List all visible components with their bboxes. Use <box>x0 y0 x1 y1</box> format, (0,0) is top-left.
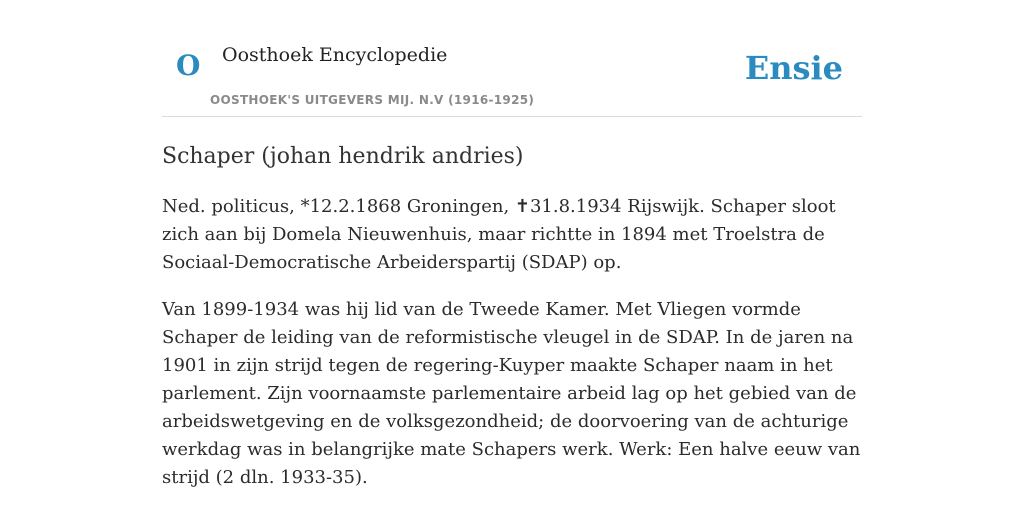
site-header <box>162 0 862 117</box>
article-paragraph-2: Van 1899-1934 was hij lid van de Tweede Kamer. Met Vliegen vormde Schaper de leiding van de reformistische vleugel in de SDAP. In de jaren na 1901 in zijn strijd tegen de regering-Kuyper maakte Schaper naam in het parlement. Zijn voornaamste parlementaire arbeid lag op het gebied van de arbeidswetgeving en de volksgezondheid; de doorvoering van de achturige werkdag was in belangrijke mate Schapers werk. Werk: Een halve eeuw van strijd (2 dln. 1933-35). <box>162 299 861 488</box>
site-title[interactable]: Oosthoek Encyclopedie <box>222 44 448 66</box>
publisher-label: OOSTHOEK'S UITGEVERS MIJ. N.V (1916-1925) <box>210 93 535 107</box>
article-title: Schaper (johan hendrik andries) <box>162 144 524 169</box>
ensie-brand-link[interactable]: Ensie <box>744 49 843 87</box>
encyclopedia-logo[interactable]: O <box>176 49 201 82</box>
article-card <box>162 0 862 492</box>
article-paragraph-1: Ned. politicus, *12.2.1868 Groningen, ✝31.8.1934 Rijswijk. Schaper sloot zich aan bij Domela Nieuwenhuis, maar richtte in 1894 met Troelstra de Sociaal-Democratische Arbeiderspartij (SDAP) op. <box>162 196 836 273</box>
